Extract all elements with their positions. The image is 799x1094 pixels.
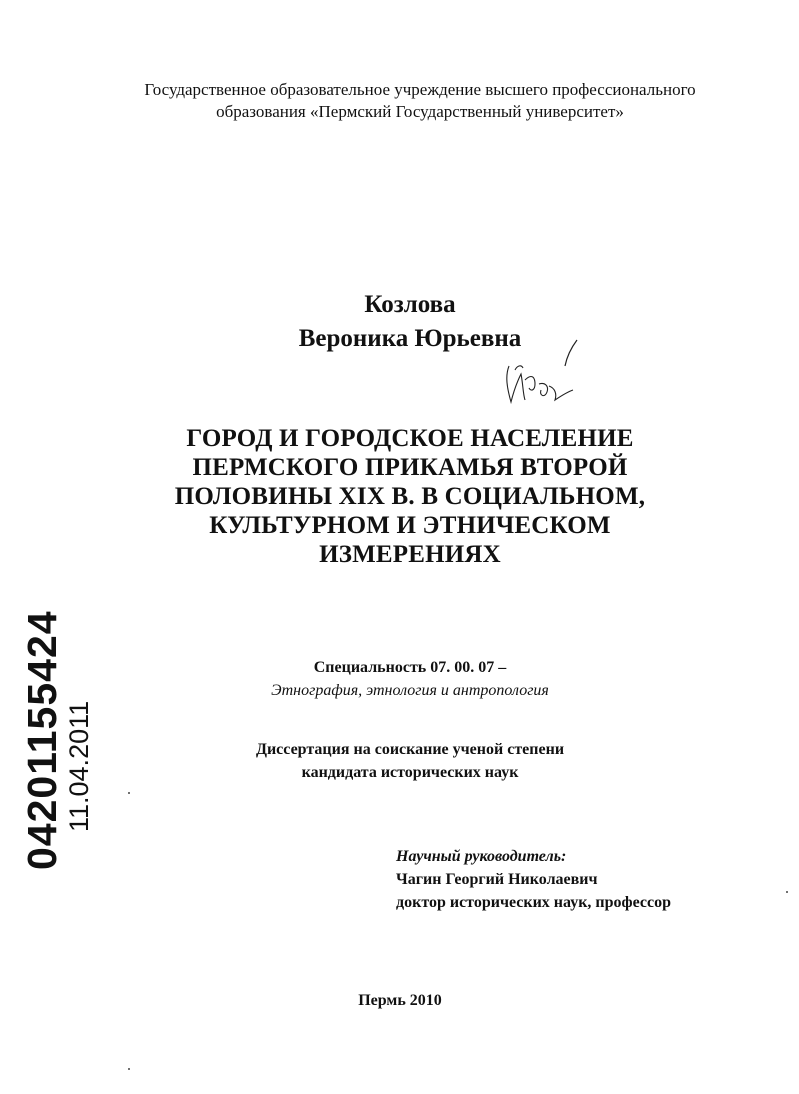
library-stamp-date: 11.04.2011 — [64, 700, 94, 832]
supervisor-name: Чагин Георгий Николаевич — [396, 871, 598, 888]
scan-speck — [128, 792, 130, 794]
title-line-3: ПОЛОВИНЫ XIX В. В СОЦИАЛЬНОМ, — [174, 483, 646, 510]
scan-speck — [786, 891, 788, 893]
institution-line-2: образования «Пермский Государственный университет» — [216, 102, 624, 121]
institution-name — [60, 79, 780, 123]
title-line-1: ГОРОД И ГОРОДСКОЕ НАСЕЛЕНИЕ — [186, 425, 634, 452]
handwritten-signature — [495, 328, 605, 418]
degree-line-1: Диссертация на соискание ученой степени — [255, 741, 565, 758]
author-given-names: Вероника Юрьевна — [298, 325, 522, 352]
degree-line-2: кандидата исторических наук — [301, 764, 519, 781]
author-surname: Козлова — [364, 291, 456, 318]
supervisor-credentials: доктор исторических наук, профессор — [396, 894, 672, 911]
specialty-field: Этнография, этнология и антропология — [271, 682, 549, 699]
specialty-code: Специальность 07. 00. 07 – — [313, 659, 507, 676]
title-line-2: ПЕРМСКОГО ПРИКАМЬЯ ВТОРОЙ — [192, 454, 628, 481]
supervisor-role: Научный руководитель: — [396, 848, 567, 865]
title-line-5: ИЗМЕРЕНИЯХ — [319, 541, 501, 568]
dissertation-title — [110, 424, 710, 569]
title-line-4: КУЛЬТУРНОМ И ЭТНИЧЕСКОМ — [209, 512, 611, 539]
scan-speck — [128, 1068, 130, 1070]
library-stamp-number: 04201155424 — [19, 610, 65, 870]
city-year: Пермь 2010 — [358, 992, 442, 1009]
institution-line-1: Государственное образовательное учреждение высшего профессионального — [144, 80, 696, 99]
specialty-block — [160, 656, 660, 702]
supervisor-block — [396, 845, 756, 914]
degree-statement — [160, 738, 660, 784]
